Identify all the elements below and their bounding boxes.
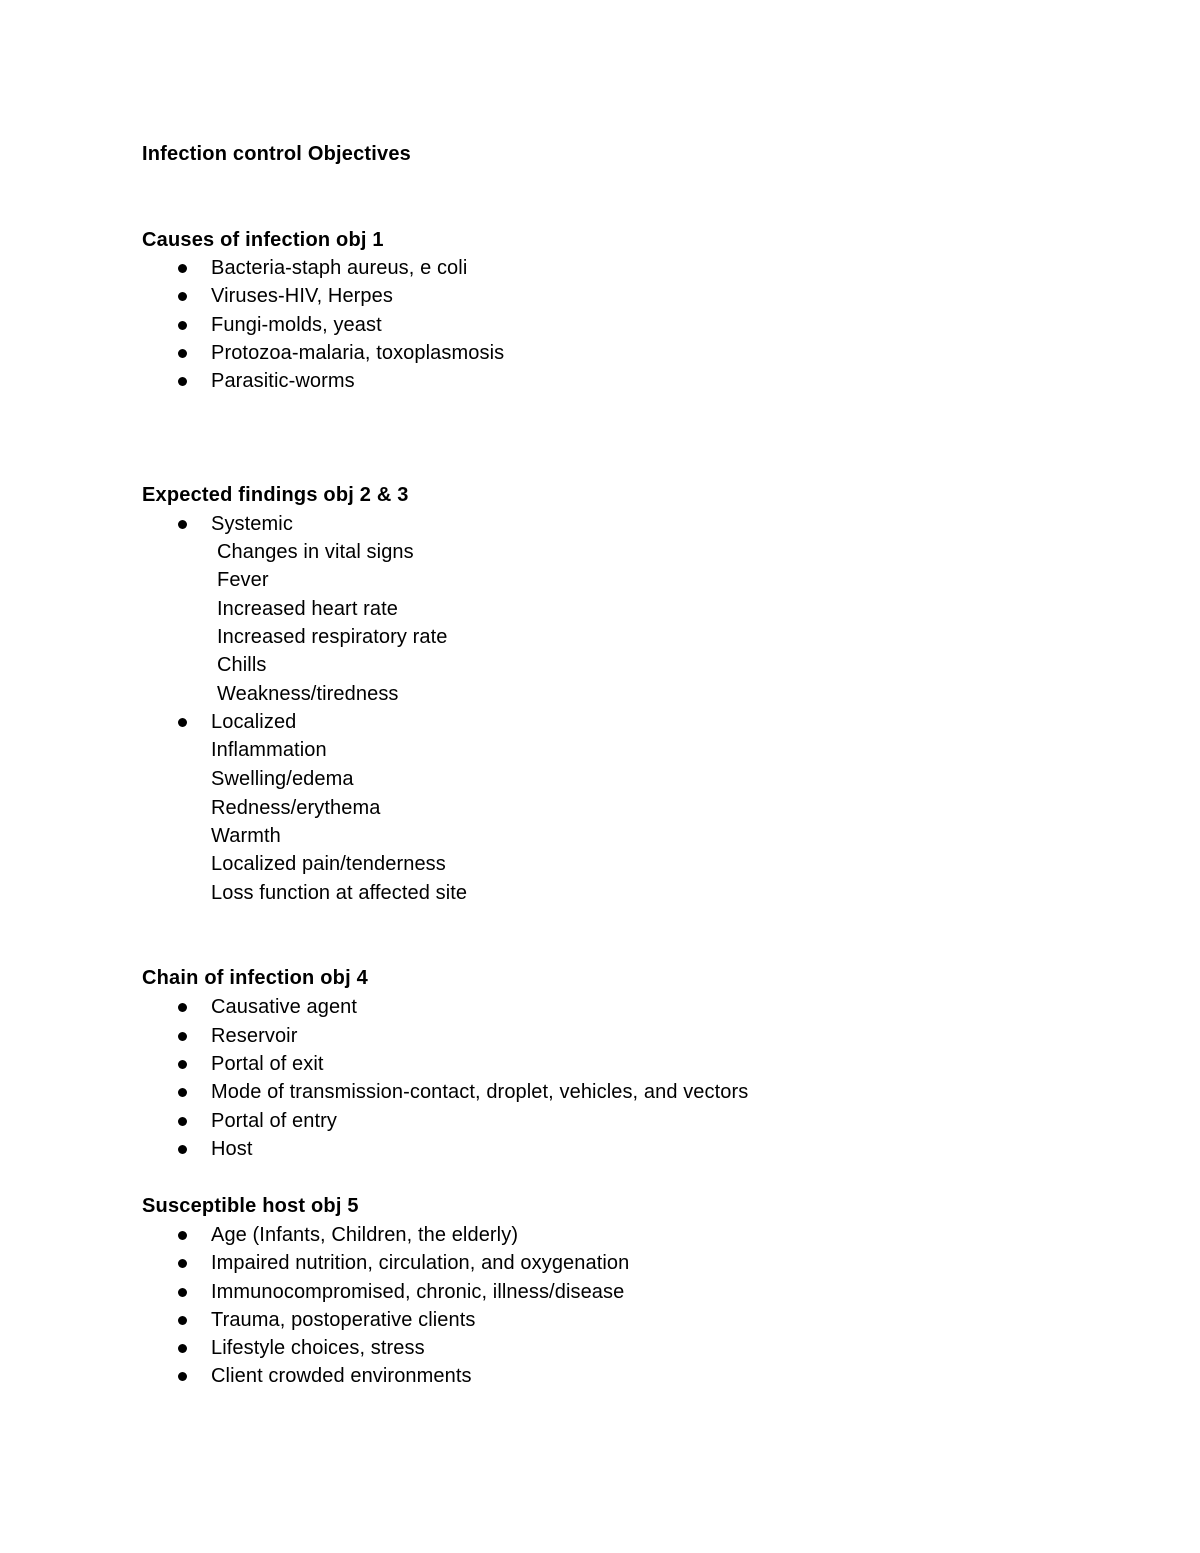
bullet-icon	[178, 1288, 187, 1297]
sub-item: Loss function at affected site	[211, 882, 468, 904]
bullet-icon	[178, 1145, 187, 1154]
list-item: Lifestyle choices, stress	[211, 1337, 425, 1359]
list-item: Client crowded environments	[211, 1365, 472, 1387]
bullet-icon	[178, 264, 187, 273]
bullet-icon	[178, 1003, 187, 1012]
list-item: Mode of transmission-contact, droplet, vehicles, and vectors	[211, 1081, 749, 1103]
bullet-icon	[178, 292, 187, 301]
sub-item: Fever	[217, 569, 269, 591]
sub-item: Changes in vital signs	[217, 541, 414, 563]
bullet-icon	[178, 1344, 187, 1353]
sub-item: Weakness/tiredness	[217, 683, 399, 705]
sub-item: Swelling/edema	[211, 768, 354, 790]
list-item: Causative agent	[211, 996, 358, 1018]
bullet-icon	[178, 1231, 187, 1240]
list-item: Parasitic-worms	[211, 370, 355, 392]
list-item: Immunocompromised, chronic, illness/disease	[211, 1281, 625, 1303]
sub-item: Warmth	[211, 825, 281, 847]
sub-item: Inflammation	[211, 739, 327, 761]
list-item: Protozoa-malaria, toxoplasmosis	[211, 342, 505, 364]
bullet-icon	[178, 718, 187, 727]
list-item: Host	[211, 1138, 253, 1160]
sub-item: Chills	[217, 654, 267, 676]
sub-item: Localized pain/tenderness	[211, 853, 446, 875]
bullet-icon	[178, 377, 187, 386]
bullet-icon	[178, 1060, 187, 1069]
section-heading-causes: Causes of infection obj 1	[142, 229, 384, 251]
bullet-icon	[178, 1259, 187, 1268]
list-item: Age (Infants, Children, the elderly)	[211, 1224, 519, 1246]
list-item-systemic: Systemic	[211, 513, 293, 535]
bullet-icon	[178, 1088, 187, 1097]
list-item-localized: Localized	[211, 711, 297, 733]
bullet-icon	[178, 1372, 187, 1381]
sub-item: Increased heart rate	[217, 598, 398, 620]
list-item: Portal of exit	[211, 1053, 324, 1075]
bullet-icon	[178, 321, 187, 330]
bullet-icon	[178, 1117, 187, 1126]
list-item: Fungi-molds, yeast	[211, 314, 382, 336]
section-heading-chain: Chain of infection obj 4	[142, 967, 368, 989]
bullet-icon	[178, 349, 187, 358]
list-item: Portal of entry	[211, 1110, 338, 1132]
list-item: Bacteria-staph aureus, e coli	[211, 257, 468, 279]
document-title: Infection control Objectives	[142, 143, 411, 165]
list-item: Reservoir	[211, 1025, 298, 1047]
bullet-icon	[178, 520, 187, 529]
sub-item: Increased respiratory rate	[217, 626, 448, 648]
section-heading-findings: Expected findings obj 2 & 3	[142, 484, 409, 506]
list-item: Impaired nutrition, circulation, and oxygenation	[211, 1252, 630, 1274]
list-item: Viruses-HIV, Herpes	[211, 285, 393, 307]
bullet-icon	[178, 1316, 187, 1325]
sub-item: Redness/erythema	[211, 797, 381, 819]
bullet-icon	[178, 1032, 187, 1041]
list-item: Trauma, postoperative clients	[211, 1309, 476, 1331]
section-heading-host: Susceptible host obj 5	[142, 1195, 359, 1217]
